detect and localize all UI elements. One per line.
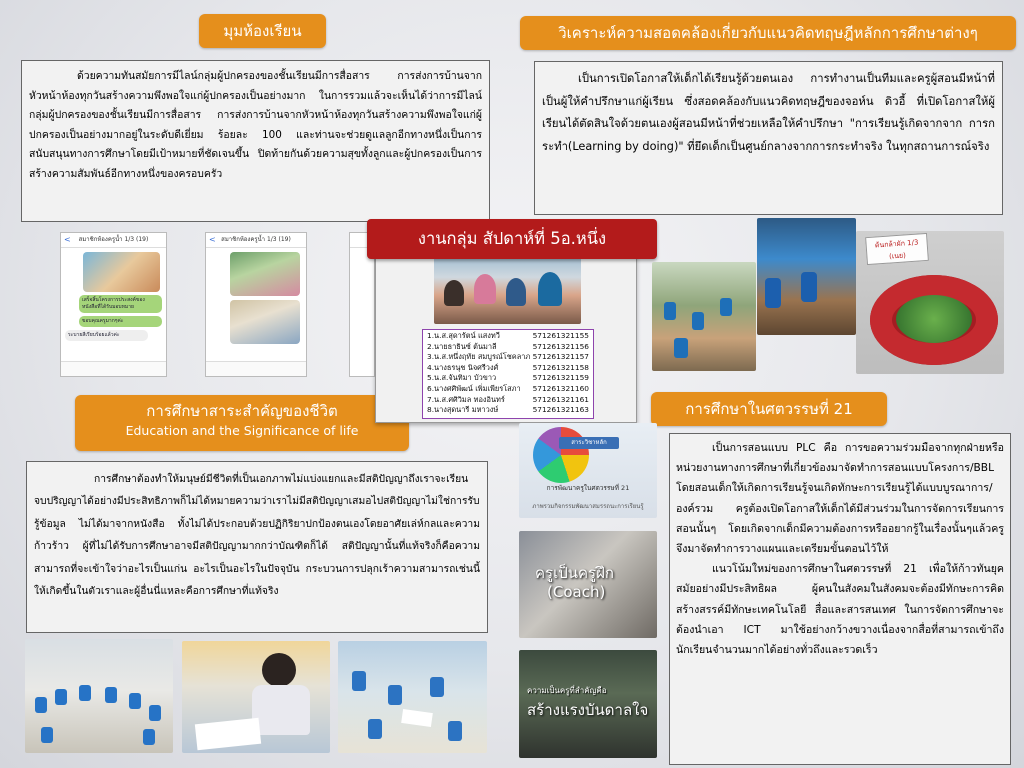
analysis-title: วิเคราะห์ความสอดคล้องเกี่ยวกับแนวคิดทฤษฎีหลักการศึกษาต่างๆ xyxy=(558,24,978,42)
member-row xyxy=(427,395,589,406)
member-id: 571261321161 xyxy=(532,394,589,404)
member-id: 571261321158 xyxy=(532,362,589,372)
chat-bubble: ขอบคุณครูมากๆค่ะ xyxy=(79,316,162,327)
chat-bar xyxy=(61,233,166,248)
activity-photo-garden xyxy=(757,218,856,335)
coach-photo xyxy=(519,531,657,638)
child-figure xyxy=(352,671,366,691)
chat-group-name: สมาชิกห้องครูน้ำ 1/3 (19) xyxy=(78,236,149,243)
education-subtitle: Education and the Significance of life xyxy=(125,423,359,438)
chat-input-bar xyxy=(206,361,306,376)
member-id: 571261321157 xyxy=(532,352,589,362)
chat-back: < xyxy=(64,235,71,244)
chat-bubble: ระบายสีเรียบร้อยแล้วค่ะ xyxy=(65,330,148,341)
child-figure xyxy=(35,697,47,713)
century21-header xyxy=(651,392,887,426)
century21-text-box xyxy=(669,433,1011,765)
chat-bar xyxy=(206,233,306,248)
chat-back: < xyxy=(209,235,216,244)
member-name: 4.นางธรนุช นิจศรีวงศ์ xyxy=(427,362,499,372)
poster-banner xyxy=(559,437,619,449)
child-figure xyxy=(388,685,402,705)
century21-title: การศึกษาในศตวรรษที่ 21 xyxy=(685,400,853,418)
poster-photo xyxy=(519,423,657,518)
group-photo xyxy=(434,252,581,324)
member-name: 1.น.ส.สุดารัตน์ แสงทวี xyxy=(427,331,500,340)
child-figure xyxy=(149,705,161,721)
film-text-2: สร้างแรงบันดาลใจ xyxy=(527,701,649,719)
member-id: 571261321160 xyxy=(532,383,589,393)
classroom-photo-drawing xyxy=(182,641,330,753)
sign-text: ต้นกล้าผัก 1/3 (เนย) xyxy=(874,238,919,261)
chat-screenshot-1 xyxy=(60,232,167,377)
member-row xyxy=(427,384,589,395)
child-figure xyxy=(765,278,781,308)
member-id: 571261321163 xyxy=(532,405,589,415)
member-name: 5.น.ส.จันทิมา บัวขาว xyxy=(427,373,497,383)
chat-photo xyxy=(83,252,160,292)
education-paragraph: การศึกษาต้องทำให้มนุษย์มีชีวิตที่เป็นเอกภาพไม่แบ่งแยกและมีสติปัญญาถึงเราจะเรียนจบปริญญาได้อย่างมีประสิทธิภาพก็ไม่ได้หมายความว่าเราไม่มีสติปัญญาเสมอไปสติปัญญาไม่ใช่การรับรู้ข้อมูล ไม่ได้มาจากหนังสือ ทั้งไม่ได้ประกอบด้วยปฏิกิริยาปกป้องตนเองโดยอาศัยเล่ห์กลและความก้าวร้าว ผู้ที่ไม่ได้รับการศึกษาอาจมีสติปัญญามากกว่าบัณฑิตก็ได้ สติปัญญานั้นที่แท้จริงก็คือความสามารถที่จะเข้าใจว่าอะไรเป็นแก่น อะไรเป็นอะไรในปัจจุบัน กระบวนการปลุกเร้าความสามารถเช่นนี้ให้เกิดขึ้นในตัวเราและผู้อื่นนี่แหละคือการศึกษาที่แท้จริง xyxy=(34,473,480,598)
analysis-header xyxy=(520,16,1016,50)
group-title: งานกลุ่ม สัปดาห์ที่ 5อ.หนึ่ง xyxy=(417,229,607,248)
child-figure xyxy=(105,687,117,703)
member-row xyxy=(427,342,589,353)
member-name: 3.น.ส.หนึ่งฤทัย สมบูรณ์โชคลาภ xyxy=(427,352,531,362)
person-silhouette xyxy=(506,278,526,306)
member-id: 571261321159 xyxy=(532,373,589,383)
analysis-paragraph: เป็นการเปิดโอกาสให้เด็กได้เรียนรู้ด้วยตนเอง การทำงานเป็นทีมและครูผู้สอนมีหน้าที่เป็นผู้ให้คำปรึกษาแก่ผู้เรียน ซึ่งสอดคล้องกับแนวคิดทฤษฎีของจอห์น ดิวอี้ ที่เปิดโอกาสให้ผู้เรียนได้ตัดสินใจด้วยตนเองผู้สอนมีหน้าที่ช่วยเหลือให้คำปรึกษา "การเรียนรู้เกิดจากจาก การกระทำ(Learning by doing)" ที่ยึดเด็กเป็นศูนย์กลางจากการกระทำจริง ในทุกสถานการณ์จริง xyxy=(542,72,995,153)
chat-input-bar xyxy=(61,361,166,376)
classroom-header xyxy=(199,14,326,48)
chat-screenshot-2 xyxy=(205,232,307,377)
member-id: 571261321156 xyxy=(532,341,589,351)
classroom-paragraph: ด้วยความทันสมัยการมีไลน์กลุ่มผู้ปกครองของชั้นเรียนมีการสื่อสาร การส่งการบ้านจากหัวหน้าห้องทุกวันสร้างความพึงพอใจแก่ผู้ปกครองเป็นอย่างมาก ในการรวมแล้วจะเห็นได้ว่าการมีไลน์กลุ่มผู้ปกครองของชั้นเรียนมีการสื่อสาร การส่งการบ้านจากหัวหน้าห้องทุกวันสร้างความพึงพอใจแก่ผู้ปกครองเป็นอย่างมากอยู่ในระดับดีเยี่ยม ร้อยละ 100 และท่านจะช่วยดูแลลูกอีกทางหนึ่งเป็นการสนับสนุนทางการศึกษาโดยมีเป้าหมายที่ชัดเจนขึ้น ปิดท้ายกันด้วยความสุขทั้งลูกและผู้ปกครองเป็นการสร้างความสัมพันธ์อีกทางหนึ่งของครอบครัว xyxy=(29,70,482,180)
poster-banner-text: สาระวิชาหลัก xyxy=(571,439,607,446)
member-name: 8.นางสุดนารี มหาวงษ์ xyxy=(427,405,499,415)
education-title: การศึกษาสาระสำคัญของชีวิต xyxy=(146,402,338,420)
plant-sign xyxy=(865,233,929,265)
poster-caption: การพัฒนาครูในศตวรรษที่ 21 xyxy=(546,484,630,492)
activity-photo-tire-planter xyxy=(856,231,1004,374)
poster-graphic xyxy=(533,427,589,483)
analysis-text-box xyxy=(534,61,1003,215)
child-figure xyxy=(801,272,817,302)
drawing-paper xyxy=(195,718,261,751)
member-row xyxy=(427,331,589,342)
member-row xyxy=(427,352,589,363)
classroom-photo-circle xyxy=(25,639,173,753)
education-header xyxy=(75,395,409,451)
member-row xyxy=(427,373,589,384)
child-figure xyxy=(674,338,688,358)
child-figure xyxy=(430,677,444,697)
child-figure xyxy=(664,302,676,320)
paper-sheet xyxy=(401,709,433,727)
child-body xyxy=(252,685,310,735)
group-title-banner xyxy=(367,219,657,259)
poster-caption: ภาพรวมกิจกรรมพัฒนาสมรรถนะการเรียนรู้ xyxy=(532,503,644,510)
member-row xyxy=(427,363,589,374)
chat-bubble: เสร็จสิ้นโครงการประสงค์ของหนังสือที่ได้รับมอบหมาย xyxy=(79,295,162,313)
classroom-text-box xyxy=(21,60,490,222)
child-figure xyxy=(41,727,53,743)
member-name: 7.น.ส.ศศิวิมล ทองอินทร์ xyxy=(427,394,505,404)
tire-planter xyxy=(870,275,998,365)
member-name: 6.นางศศิพัฒน์ เพิ่มเพียรโสภา xyxy=(427,383,521,393)
classroom-photo-floor xyxy=(338,641,487,753)
child-figure xyxy=(368,719,382,739)
activity-photo-kids-field xyxy=(652,262,756,371)
coach-text-2: (Coach) xyxy=(547,583,606,601)
film-text-1: ความเป็นครูที่สำคัญคือ xyxy=(527,686,607,695)
child-figure xyxy=(692,312,704,330)
century21-paragraph-1: เป็นการสอนแบบ PLC คือ การขอความร่วมมือจากทุกฝ่ายหรือหน่วยงานทางการศึกษาที่เกี่ยวข้องมาจัดทำการสอนแบบโครงการ/BBL โดยสอนเด็กให้เกิดการเรียนรู้จนเกิดทักษะการเรียนรู้ได้แบบบูรณาการ/องค์รวม ครูต้องเปิดโอกาสให้เด็กได้มีส่วนร่วมในการจัดการเรียนการสอนนั้นๆ โดยเกิดจากเด็กมีความต้องการหรืออยากรู้ในเรื่องนั้นๆแล้วครูจึงมาจัดทำการวางแผนและเตรียมขั้นตอนไว้ให้ xyxy=(676,442,1004,556)
century21-paragraph-2: แนวโน้มใหม่ของการศึกษาในศตวรรษที่ 21 เพื่อให้ก้าวทันยุคสมัยอย่างมีประสิทธิผล ผู้คนในสังคมในสังคมจะต้องมีทักษะการคิดสร้างสรรค์มีทักษะเทคโนโลยี สื่อและสารสนเทศ ในการจัดการศึกษาจะต้องนำเอา ICT มาใช้อย่างกว้างขวางเนื่องจากสื่อที่สามารถเข้าถึงนักเรียนจำนวนมากได้อย่างทั่วถึงและรวดเร็ว xyxy=(676,563,1004,657)
member-id: 571261321155 xyxy=(532,331,589,340)
person-silhouette xyxy=(538,272,562,306)
child-figure xyxy=(448,721,462,741)
child-figure xyxy=(143,729,155,745)
chat-group-name: สมาชิกห้องครูน้ำ 1/3 (19) xyxy=(221,236,291,243)
classroom-title: มุมห้องเรียน xyxy=(223,22,302,40)
child-figure xyxy=(129,693,141,709)
chat-photo xyxy=(230,300,300,344)
film-photo xyxy=(519,650,657,758)
child-figure xyxy=(79,685,91,701)
child-head xyxy=(262,653,296,687)
plant-bed xyxy=(896,295,972,343)
chat-photo xyxy=(230,252,300,296)
education-text-box xyxy=(26,461,488,633)
coach-text-1: ครูเป็นครูฝึก xyxy=(535,564,614,582)
person-silhouette xyxy=(474,274,496,304)
child-figure xyxy=(55,689,67,705)
member-row xyxy=(427,405,589,416)
person-silhouette xyxy=(444,280,464,306)
member-name: 2.นายธาธินซ์ ต้นมาลี xyxy=(427,341,497,351)
child-figure xyxy=(720,298,732,316)
member-list xyxy=(422,329,594,419)
